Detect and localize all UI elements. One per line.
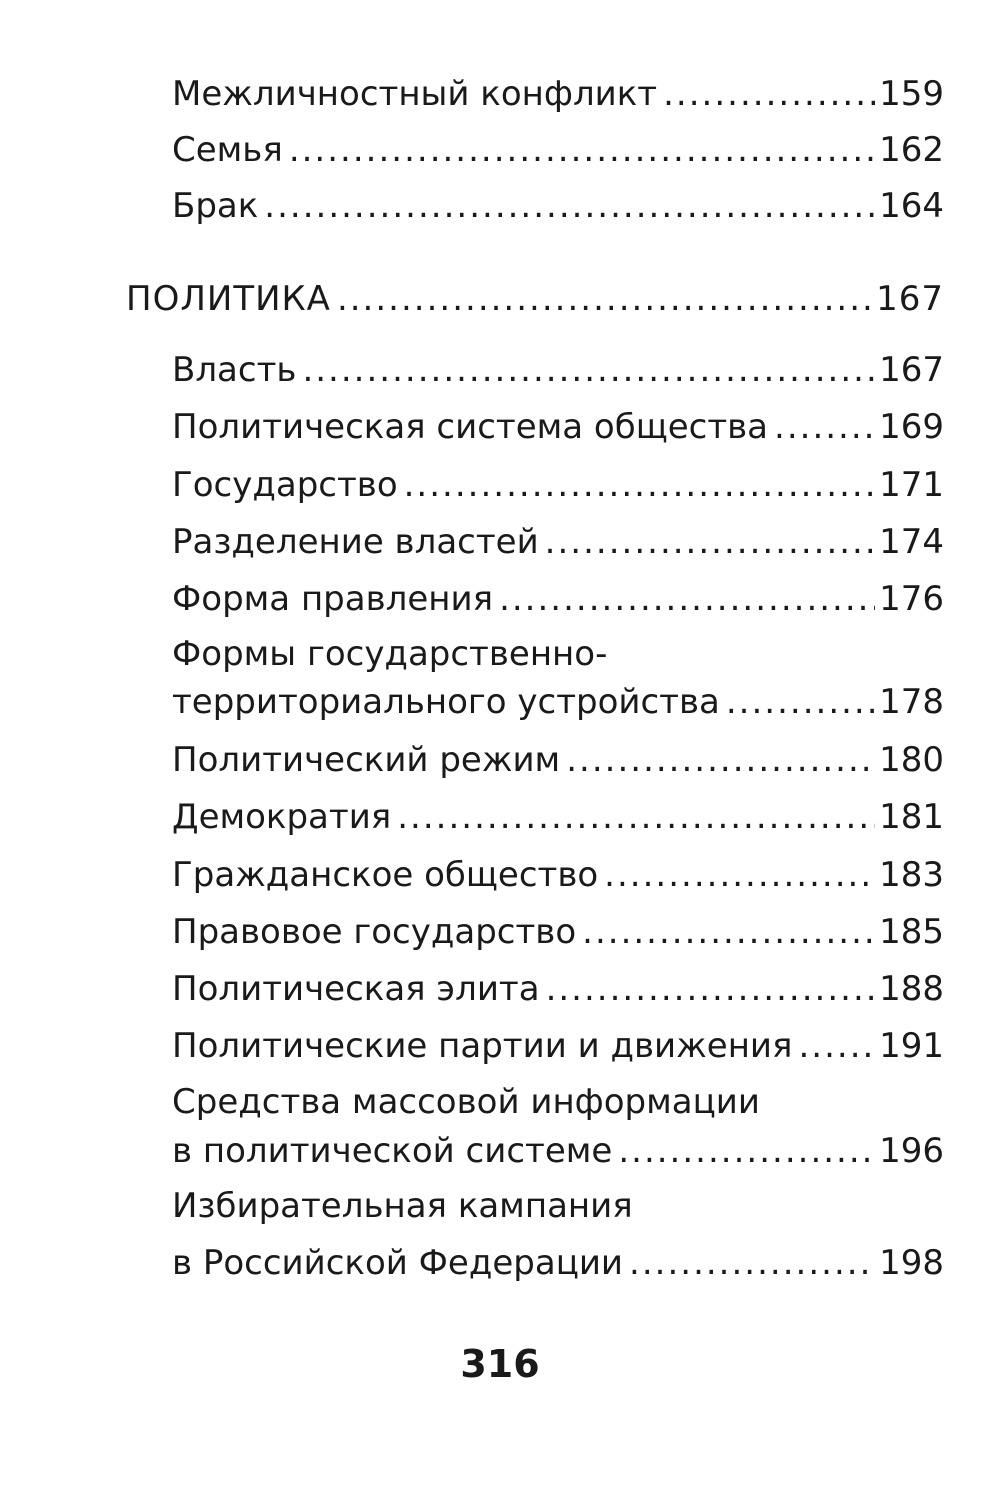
- toc-entry-page: 167: [879, 350, 944, 390]
- toc-entry: [172, 1131, 944, 1171]
- toc-section-heading: [126, 279, 944, 319]
- toc-leader-dots: [629, 1243, 875, 1283]
- toc-leader-dots: [545, 522, 875, 562]
- toc-leader-dots: [499, 579, 875, 619]
- toc-section-page: 167: [876, 279, 944, 319]
- toc-entry-title: Государство: [172, 465, 398, 505]
- toc-leader-dots: [302, 350, 875, 390]
- toc-entry-page: 164: [879, 186, 944, 226]
- toc-entry-page: 198: [879, 1243, 944, 1283]
- toc-leader-dots: [566, 740, 875, 780]
- toc-entry-page: 176: [879, 579, 944, 619]
- toc-leader-dots: [404, 465, 875, 505]
- page-number: 316: [460, 1342, 540, 1386]
- toc-entry-title: Брак: [172, 186, 259, 226]
- toc-entry-title: Политические партии и движения: [172, 1026, 793, 1066]
- toc-entry-page: 169: [879, 407, 944, 447]
- toc-entry-page: 196: [879, 1131, 944, 1171]
- toc-entry-page: 162: [879, 130, 944, 170]
- toc-entry-page: 159: [879, 74, 944, 114]
- toc-entry: [172, 740, 944, 780]
- toc-entry-page: 178: [879, 682, 944, 722]
- toc-entry-title: в политической системе: [172, 1131, 613, 1171]
- toc-leader-dots: [264, 186, 875, 226]
- toc-entry: [172, 797, 944, 837]
- toc-entry-title: Разделение властей: [172, 522, 539, 562]
- toc-entry-page: 171: [879, 465, 944, 505]
- toc-entry-title: Политический режим: [172, 740, 561, 780]
- toc-entry: [172, 186, 944, 226]
- toc-entry: [172, 912, 944, 952]
- toc-entry-page: 174: [879, 522, 944, 562]
- toc-leader-dots: [546, 969, 876, 1009]
- toc-entry-title-line1: Избирательная кампания: [172, 1186, 633, 1226]
- toc-entry-title: Демократия: [172, 797, 392, 837]
- toc-entry-title: Межличностный конфликт: [172, 74, 658, 114]
- toc-entry: [172, 855, 944, 895]
- toc-entry-title: Власть: [172, 350, 297, 390]
- toc-entry-title: в Российской Федерации: [172, 1243, 624, 1283]
- toc-leader-dots: [582, 912, 875, 952]
- toc-leader-dots: [798, 1026, 875, 1066]
- toc-entry-title: Гражданское общество: [172, 855, 599, 895]
- toc-entry-page: 185: [879, 912, 944, 952]
- toc-entry: [172, 522, 944, 562]
- toc-entry-title: Политическая система общества: [172, 407, 769, 447]
- toc-entry-page: 181: [879, 797, 944, 837]
- toc-entry-title: Форма правления: [172, 579, 494, 619]
- toc-entry: [172, 465, 944, 505]
- toc-entry-title-line1: Средства массовой информации: [172, 1082, 760, 1122]
- toc-entry: [172, 407, 944, 447]
- toc-entry: [172, 682, 944, 722]
- toc-entry: [172, 1026, 944, 1066]
- toc-leader-dots: [337, 279, 872, 319]
- toc-leader-dots: [604, 855, 875, 895]
- toc-entry: [172, 579, 944, 619]
- toc-leader-dots: [726, 682, 875, 722]
- toc-entry-title: Семья: [172, 130, 283, 170]
- toc-entry: [172, 350, 944, 390]
- toc-section-title: ПОЛИТИКА: [126, 279, 331, 319]
- toc-entry-title: Политическая элита: [172, 969, 540, 1009]
- toc-entry-title: территориального устройства: [172, 682, 720, 722]
- toc-entry: [172, 1243, 944, 1283]
- toc-leader-dots: [397, 797, 875, 837]
- toc-entry-title-line1: Формы государственно-: [172, 634, 608, 674]
- toc-entry: [172, 74, 944, 114]
- toc-entry-page: 180: [879, 740, 944, 780]
- toc-entry-page: 188: [879, 969, 944, 1009]
- toc-entry-page: 191: [879, 1026, 944, 1066]
- toc-leader-dots: [663, 74, 875, 114]
- toc-leader-dots: [289, 130, 875, 170]
- toc-entry-page: 183: [879, 855, 944, 895]
- toc-leader-dots: [774, 407, 875, 447]
- toc-leader-dots: [618, 1131, 875, 1171]
- toc-entry: [172, 969, 944, 1009]
- toc-entry-title: Правовое государство: [172, 912, 577, 952]
- toc-entry: [172, 130, 944, 170]
